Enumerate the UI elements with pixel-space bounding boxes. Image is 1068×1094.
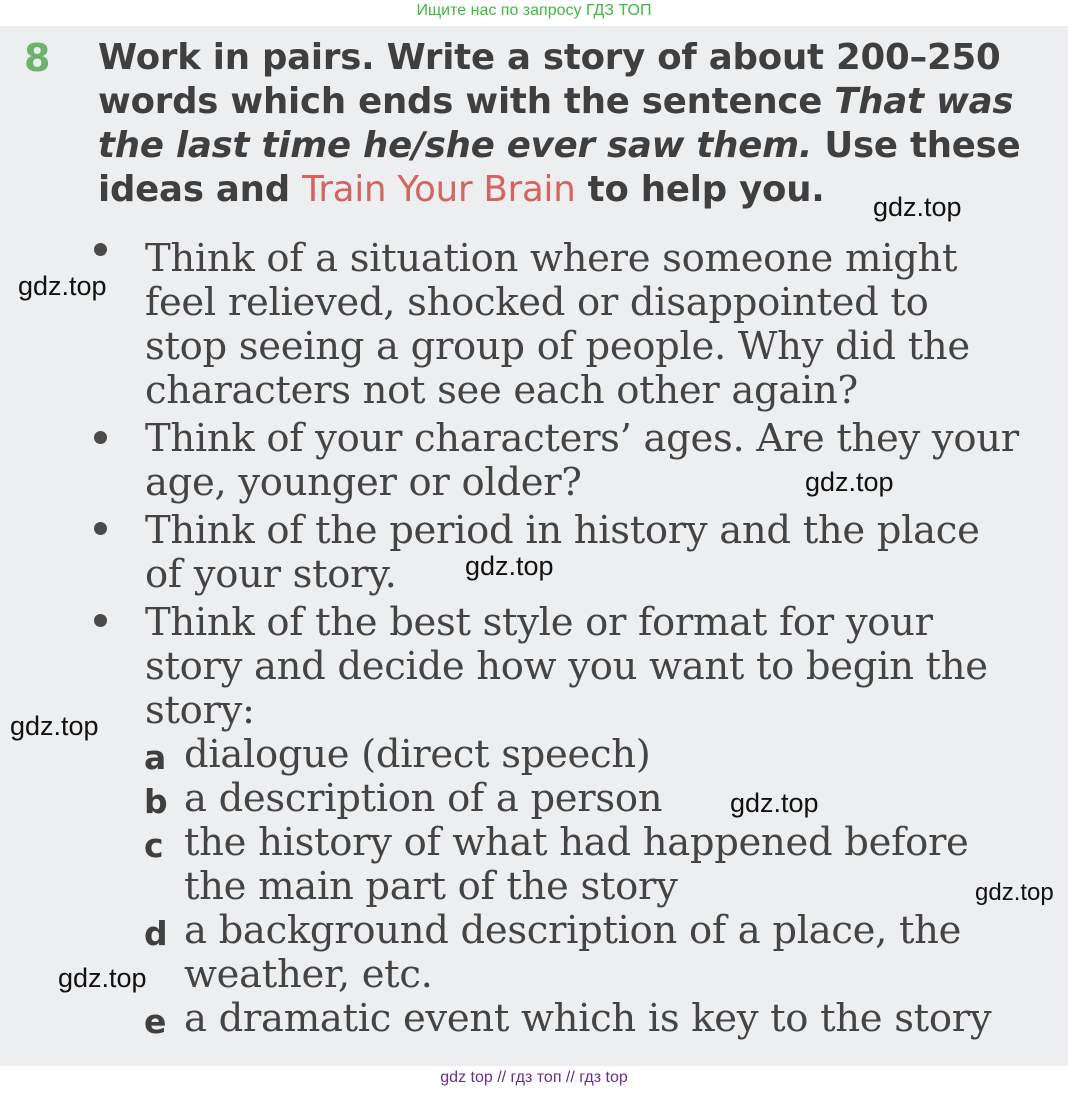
bullet-line: Think of a situation where someone might <box>145 236 958 281</box>
bottom-banner: gdz top // гдз топ // гдз top <box>440 1069 628 1086</box>
option-c-continued: the main part of the story <box>184 864 678 909</box>
option-a: dialogue (direct speech) <box>184 732 651 777</box>
option-b: a description of a person <box>184 776 663 821</box>
instruction-text: Work in pairs. Write a story of about 200–250 words which ends with the sentence <box>98 37 1001 122</box>
option-letter-d: d <box>144 914 168 953</box>
top-banner: Ищите нас по запросу ГДЗ ТОП <box>416 2 652 19</box>
option-e: a dramatic event which is key to the story <box>184 996 992 1041</box>
option-c: the history of what had happened before <box>184 820 969 865</box>
option-letter-b: b <box>144 782 168 821</box>
instruction-text-2: Use these ideas and <box>98 125 1021 210</box>
instruction-text-3: to help you. <box>575 169 825 210</box>
option-letter-e: e <box>144 1002 167 1041</box>
watermark: gdz.top <box>975 879 1054 906</box>
option-letter-c: c <box>144 826 164 865</box>
bullet-line: Think of your characters’ ages. Are they your <box>145 416 1019 461</box>
bullet-icon <box>94 243 107 256</box>
watermark: gdz.top <box>465 551 554 581</box>
target-sentence: That was the last time he/she ever saw them. <box>98 81 1014 166</box>
bullet-line: feel relieved, shocked or disappointed to <box>145 280 929 325</box>
bullet-icon <box>94 431 107 444</box>
bullet-line: stop seeing a group of people. Why did the <box>145 324 970 369</box>
bullet-line: characters not see each other again? <box>145 368 858 413</box>
train-your-brain-reference: Train Your Brain <box>302 169 576 210</box>
watermark: gdz.top <box>805 467 894 497</box>
bullet-line: story: <box>145 688 255 733</box>
watermark: gdz.top <box>58 963 147 993</box>
watermark: gdz.top <box>873 192 962 222</box>
watermark: gdz.top <box>10 711 99 741</box>
option-d: a background description of a place, the <box>184 908 962 953</box>
bullet-line: age, younger or older? <box>145 460 582 505</box>
bullet-line: Think of the best style or format for your <box>145 600 933 645</box>
watermark: gdz.top <box>18 271 107 301</box>
watermark: gdz.top <box>730 788 819 818</box>
bullet-line: story and decide how you want to begin the <box>145 644 988 689</box>
exercise-instruction <box>98 36 1058 212</box>
bullet-icon <box>94 522 107 535</box>
option-d-continued: weather, etc. <box>184 952 433 997</box>
option-letter-a: a <box>144 738 167 777</box>
exercise-number: 8 <box>24 36 51 80</box>
bullet-line: Think of the period in history and the place <box>145 508 980 553</box>
bullet-line: of your story. <box>145 552 397 597</box>
bullet-icon <box>94 614 107 627</box>
